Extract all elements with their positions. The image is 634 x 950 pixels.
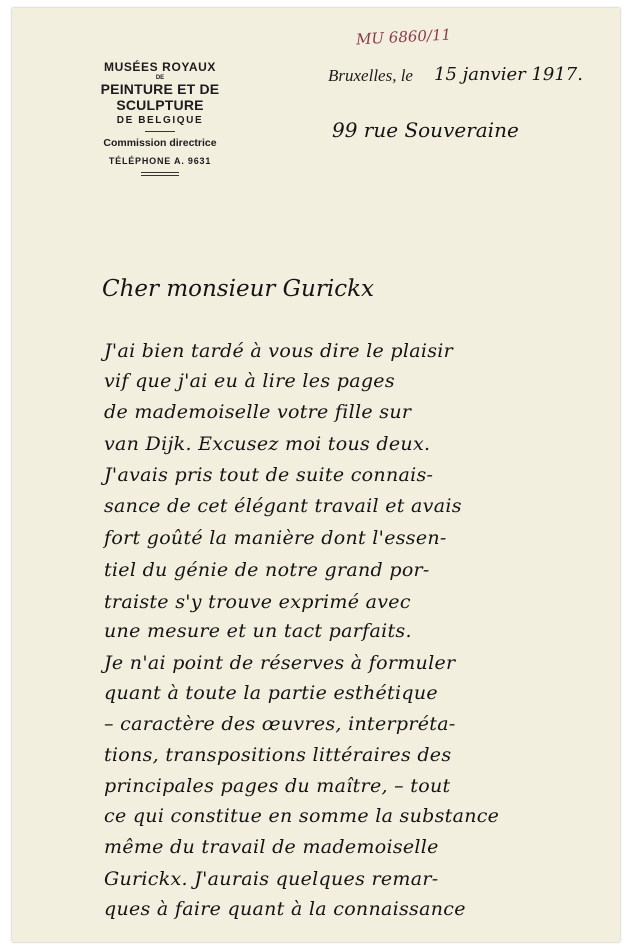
letterhead-de-belgique: DE BELGIQUE (116, 115, 204, 126)
body-line: van Dijk. Excusez moi tous deux. (104, 433, 431, 455)
body-line: J'avais pris tout de suite connais- (104, 464, 434, 486)
body-line: traiste s'y trouve exprimé avec (104, 591, 411, 613)
letterhead-divider (145, 131, 175, 132)
letterhead (60, 60, 260, 176)
body-line: Je n'ai point de réserves à formuler (104, 652, 456, 674)
body-line: de mademoiselle votre fille sur (104, 401, 412, 423)
letter-sheet (12, 8, 620, 942)
body-line: une mesure et un tact parfaits. (104, 620, 412, 642)
body-line: sance de cet élégant travail et avais (104, 495, 462, 517)
archive-mark: MU 6860/11 (355, 25, 452, 49)
body-line: principales pages du maître, – tout (104, 775, 451, 797)
body-line: même du travail de mademoiselle (104, 836, 439, 858)
body-line: tions, transpositions littéraires des (104, 744, 452, 766)
letterhead-peinture-sculpture: PEINTURE ET DE SCULPTURE (100, 81, 220, 113)
sender-address: 99 rue Souveraine (332, 118, 519, 142)
body-line: ques à faire quant à la connaissance (104, 898, 466, 920)
body-line: Gurickx. J'aurais quelques remar- (104, 868, 439, 890)
body-line: vif que j'ai eu à lire les pages (104, 370, 395, 392)
salutation: Cher monsieur Gurickx (102, 276, 375, 302)
letterhead-de: DE (155, 75, 165, 81)
dateline-place: Bruxelles, le (328, 66, 413, 85)
dateline-date: 15 janvier 1917. (434, 64, 583, 85)
letterhead-musees-royaux: MUSÉES ROYAUX (103, 60, 217, 74)
letterhead-double-rule (141, 172, 179, 176)
body-line: – caractère des œuvres, interpréta- (104, 713, 456, 735)
body-line: quant à toute la partie esthétique (104, 682, 438, 704)
body-line: tiel du génie de notre grand por- (104, 559, 430, 581)
letterhead-telephone: TÉLÉPHONE A. 9631 (108, 156, 212, 166)
body-line: fort goûté la manière dont l'essen- (104, 527, 447, 549)
body-line: ce qui constitue en somme la substance (104, 805, 500, 827)
letterhead-commission: Commission directrice (103, 137, 217, 149)
body-line: J'ai bien tardé à vous dire le plaisir (104, 340, 454, 362)
